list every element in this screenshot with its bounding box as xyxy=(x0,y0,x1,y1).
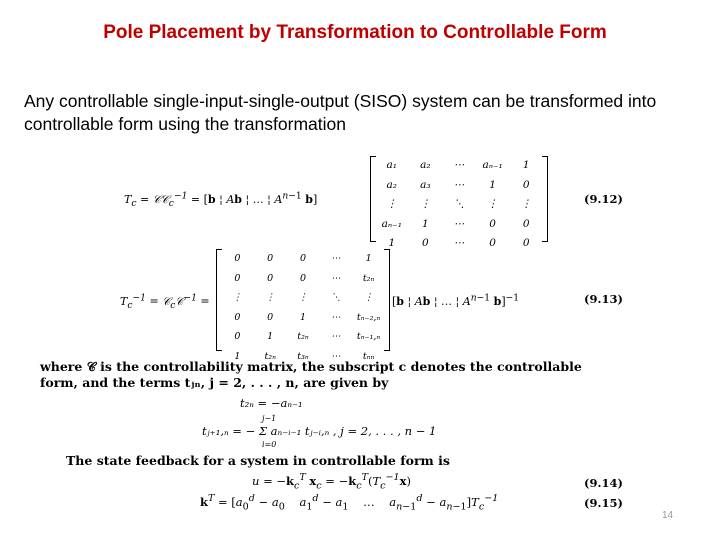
m912-cell-1-4: 0 xyxy=(522,178,530,191)
sum-upper-limit: j−1 xyxy=(262,414,277,423)
eq-9-12-matrix xyxy=(370,156,548,249)
m912-cell-4-2: ⋯ xyxy=(453,237,465,249)
prose-line-2: form, and the terms tⱼₙ, j = 2, . . . , n, are given by xyxy=(40,375,389,390)
m913-cell-4-3: ⋯ xyxy=(331,331,341,342)
feedback-text: The state feedback for a system in controllable form is xyxy=(66,453,450,468)
m913-cell-4-2: t₂ₙ xyxy=(297,331,309,342)
m912-cell-4-1: 0 xyxy=(422,237,429,249)
m912-cell-3-1: 1 xyxy=(422,217,429,230)
m913-cell-0-4: 1 xyxy=(365,253,372,264)
eq-9-12-lhs: $T_c$ = 𝒞𝒞$_c^{-1}$ = [b ¦ Ab ¦ … ¦ $A^{n-1}$ b] xyxy=(124,190,318,209)
m912-cell-1-2: ⋯ xyxy=(453,178,465,191)
recursion-equation: tⱼ₊₁,ₙ = − Σ aₙ₋ᵢ₋₁ tⱼ₋ᵢ,ₙ , j = 2, . . . , n − 1 xyxy=(202,424,437,438)
m912-cell-3-3: 0 xyxy=(489,217,496,230)
m912-cell-2-2: ⋱ xyxy=(453,198,465,210)
m912-cell-0-0: a₁ xyxy=(386,159,398,171)
m913-cell-1-4: t₂ₙ xyxy=(362,272,375,284)
m912-cell-0-3: aₙ₋₁ xyxy=(482,159,503,171)
m912-cell-0-2: ⋯ xyxy=(453,159,465,171)
sum-lower-limit: i=0 xyxy=(262,440,277,449)
m913-cell-5-4: tₙₙ xyxy=(362,350,375,362)
m913-cell-3-0: 0 xyxy=(234,311,241,323)
eq-9-13-lhs: $T_c^{-1}$ = 𝒞$_c$𝒞$^{-1}$ = xyxy=(120,292,210,311)
eq-9-14: $u = -k_c^T$ $x_c = -k_c^T(T_c^{-1}x)$ xyxy=(252,472,411,492)
m912-cell-0-1: a₂ xyxy=(420,159,431,171)
page-number: 14 xyxy=(662,510,674,521)
t2n-equation: t₂ₙ = −aₙ₋₁ xyxy=(240,396,303,410)
prose-line-1: where 𝒞 is the controllability matrix, the subscript c denotes the controllable xyxy=(40,359,582,374)
eq-9-13-rhs: [b ¦ Ab ¦ … ¦ $A^{n-1}$ b]$^{-1}$ xyxy=(392,292,520,308)
eq-9-13-matrix xyxy=(216,249,390,362)
eq-9-14-number: (9.14) xyxy=(584,476,623,490)
m913-cell-0-0: 0 xyxy=(234,253,241,264)
intro-text: Any controllable single-input-single-output (SISO) system can be transformed into controllable form using the transformation xyxy=(24,91,657,134)
m912-cell-2-3: ⋮ xyxy=(487,198,498,210)
slide-title: Pole Placement by Transformation to Controllable Form xyxy=(103,22,607,43)
m913-cell-1-1: 0 xyxy=(267,272,274,284)
m913-cell-0-2: 0 xyxy=(299,253,307,264)
m913-cell-4-1: 1 xyxy=(267,331,274,342)
eq-9-15-number: (9.15) xyxy=(584,496,623,510)
m913-cell-5-3: ⋯ xyxy=(331,350,341,362)
m913-cell-3-4: tₙ₋₂,ₙ xyxy=(356,311,381,323)
m912-cell-4-0: 1 xyxy=(388,237,396,249)
eq-9-13-number: (9.13) xyxy=(584,292,623,306)
m912-cell-2-0: ⋮ xyxy=(386,198,398,210)
m912-cell-3-2: ⋯ xyxy=(453,217,465,230)
m912-cell-2-1: ⋮ xyxy=(420,198,431,210)
m913-cell-2-3: ⋱ xyxy=(331,292,341,303)
m913-cell-4-4: tₙ₋₁,ₙ xyxy=(356,331,381,342)
m912-cell-3-0: aₙ₋₁ xyxy=(381,217,402,230)
m913-cell-0-3: ⋯ xyxy=(331,253,341,264)
m913-cell-1-3: ⋯ xyxy=(331,272,341,284)
m913-cell-5-2: t₃ₙ xyxy=(297,350,309,362)
m913-cell-5-1: t₂ₙ xyxy=(264,350,276,362)
m913-cell-2-1: ⋮ xyxy=(265,292,275,303)
m913-cell-2-0: ⋮ xyxy=(232,292,243,303)
m912-cell-2-4: ⋮ xyxy=(520,198,532,210)
m913-cell-3-3: ⋯ xyxy=(331,311,341,323)
m913-cell-2-2: ⋮ xyxy=(298,292,308,303)
m913-cell-0-1: 0 xyxy=(267,253,274,264)
m912-cell-4-3: 0 xyxy=(489,237,496,249)
eq-9-12-number: (9.12) xyxy=(584,192,623,206)
m912-cell-3-4: 0 xyxy=(522,217,530,230)
m913-cell-3-2: 1 xyxy=(299,311,307,323)
m912-cell-1-1: a₃ xyxy=(420,178,431,191)
m912-cell-1-0: a₂ xyxy=(386,178,398,191)
m913-cell-3-1: 0 xyxy=(267,311,274,323)
m913-cell-2-4: ⋮ xyxy=(363,292,374,303)
m912-cell-1-3: 1 xyxy=(489,178,496,191)
m912-cell-4-4: 0 xyxy=(522,237,530,249)
m912-cell-0-4: 1 xyxy=(522,159,530,171)
m913-cell-1-0: 0 xyxy=(234,272,241,284)
m913-cell-5-0: 1 xyxy=(234,350,241,362)
eq-9-15: $k^T = [a_0^d - a_0$ $a_1^d - a_1$ … $a_{n-1}^d - a_{n-1}]T_c^{-1}$ xyxy=(200,493,499,513)
m913-cell-4-0: 0 xyxy=(234,331,241,342)
m913-cell-1-2: 0 xyxy=(299,272,307,284)
